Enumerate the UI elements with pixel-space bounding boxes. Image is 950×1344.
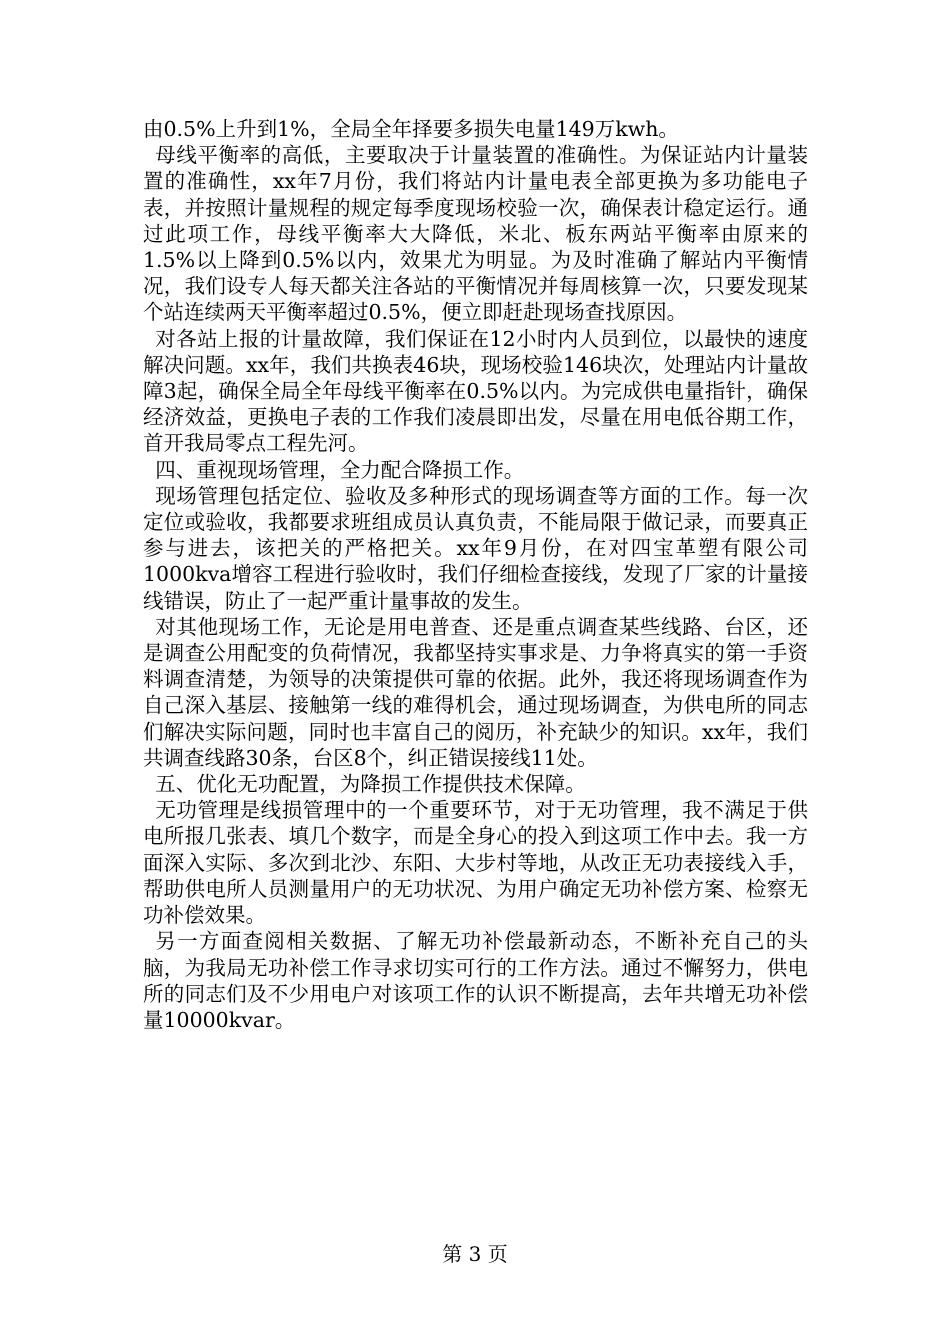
section-heading-five: 五、优化无功配置，为降损工作提供技术保障。 — [155, 772, 586, 797]
paragraph-reactive-management: 无功管理是线损管理中的一个重要环节，对于无功管理，我不满足于供电所报几张表、填几个数字，而是全身心的投入到这项工作中去。我一方面深入实际、多次到北沙、东阳、大步村等地，从改正无功表接线入手，帮助供电所人员测量用户的无功状况、为用户确定无功补偿方案、检察无功补偿效果。 — [143, 798, 808, 928]
paragraph-bus-balance: 母线平衡率的高低，主要取决于计量装置的准确性。为保证站内计量装置的准确性，xx年7月份，我们将站内计量电表全部更换为多功能电子表，并按照计量规程的规定每季度现场校验一次，确保表计稳定运行。通过此项工作，母线平衡率大大降低，米北、板东两站平衡率由原来的1.5%以上降到0.5%以内，效果尤为明显。为及时准确了解站内平衡情况，我们设专人每天都关注各站的平衡情况并每周核算一次，只要发现某个站连续两天平衡率超过0.5%，便立即赶赴现场查找原因。 — [143, 143, 808, 325]
section-heading-four: 四、重视现场管理，全力配合降损工作。 — [155, 457, 525, 482]
paragraph-reactive-compensation: 另一方面查阅相关数据、了解无功补偿最新动态，不断补充自己的头脑，为我局无功补偿工作寻求切实可行的工作方法。通过不懈努力，供电所的同志们及不少用电户对该项工作的认识不断提高，去年共增无功补偿量10000kvar。 — [143, 929, 808, 1032]
page-number: 第 3 页 — [442, 1242, 508, 1266]
paragraph-metering-faults: 对各站上报的计量故障，我们保证在12小时内人员到位，以最快的速度解决问题。xx年，我们共换表46块，现场校验146块次，处理站内计量故障3起，确保全局全年母线平衡率在0.5%以内。为完成供电量指针，确保经济效益，更换电子表的工作我们凌晨即出发，尽量在用电低谷期工作，首开我局零点工程先河。 — [143, 326, 808, 456]
document-body — [143, 116, 808, 1033]
paragraph-site-management: 现场管理包括定位、验收及多种形式的现场调查等方面的工作。每一次定位或验收，我都要求班组成员认真负责，不能局限于做记录，而要真正参与进去，该把关的严格把关。xx年9月份，在对四宝革塑有限公司1000kva增容工程进行验收时，我们仔细检查接线，发现了厂家的计量接线错误，防止了一起严重计量事故的发生。 — [143, 483, 808, 613]
paragraph-site-survey: 对其他现场工作，无论是用电普查、还是重点调查某些线路、台区，还是调查公用配变的负荷情况，我都坚持实事求是、力争将真实的第一手资料调查清楚，为领导的决策提供可靠的依据。此外，我还将现场调查作为自己深入基层、接触第一线的难得机会，通过现场调查，为供电所的同志们解决实际问题，同时也丰富自己的阅历，补充缺少的知识。xx年，我们共调查线路30条，台区8个，纠正错误接线11处。 — [143, 614, 808, 770]
paragraph-continuation: 由0.5%上升到1%，全局全年择要多损失电量149万kwh。 — [143, 117, 679, 141]
